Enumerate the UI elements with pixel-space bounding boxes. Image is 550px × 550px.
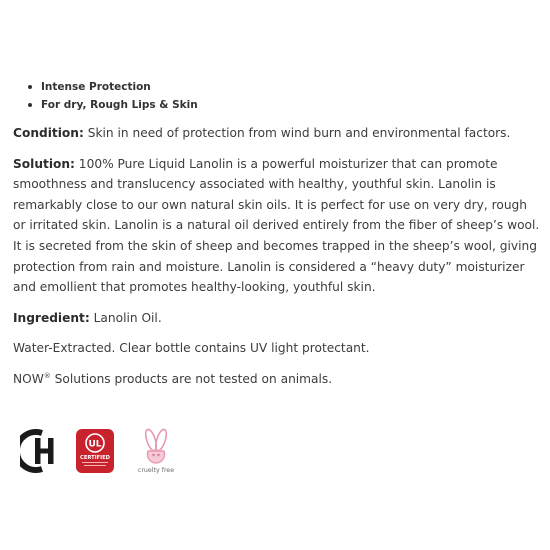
water-extracted-paragraph: Water-Extracted. Clear bottle contains UV light protectant. (13, 341, 370, 356)
feature-list (13, 78, 540, 114)
cruelty-free-caption: cruelty free (137, 467, 175, 474)
condition-text: Skin in need of protection from wind burn and environmental factors. (83, 126, 511, 140)
ul-certified-text: CERTIFIED (80, 455, 110, 461)
feature-item: For dry, Rough Lips & Skin (41, 96, 540, 114)
animal-testing-paragraph (13, 369, 540, 390)
ingredient-text: Lanolin Oil. (89, 310, 162, 325)
solution-text: 100% Pure Liquid Lanolin is a powerful moisturizer that can promote smoothness and translucency associated with healthy, youthful skin. Lanolin is remarkably close to our own natural skin oils. It is perfect for use on very dry, rough or irritated skin. Lanolin is a natural oil derived entirely from the fiber of sheep’s wool. It is secreted from the skin of sheep and becomes trapped in the sheep’s wool, giving protection from rain and moisture. Lanolin is considered a “heavy duty” moisturizer and emollient that promotes healthy-looking, youthful skin. (13, 156, 540, 295)
ul-certified-icon (76, 429, 114, 473)
bunny-cruelty-free-icon (134, 427, 178, 475)
brand-name: NOW (13, 371, 44, 386)
ingredient-paragraph (13, 308, 540, 329)
ch-hexane-free-icon (20, 427, 56, 475)
product-description (13, 78, 540, 400)
registered-mark: ® (43, 371, 51, 380)
certification-logos (20, 426, 178, 476)
ul-text: UL (88, 439, 102, 450)
condition-label: Condition: (13, 126, 84, 140)
solution-label: Solution: (13, 156, 75, 171)
ingredient-label: Ingredient: (13, 310, 90, 325)
feature-item: Intense Protection (41, 78, 540, 96)
solution-paragraph (13, 154, 540, 298)
condition-paragraph (13, 123, 540, 144)
animal-testing-text: Solutions products are not tested on animals. (50, 371, 333, 386)
